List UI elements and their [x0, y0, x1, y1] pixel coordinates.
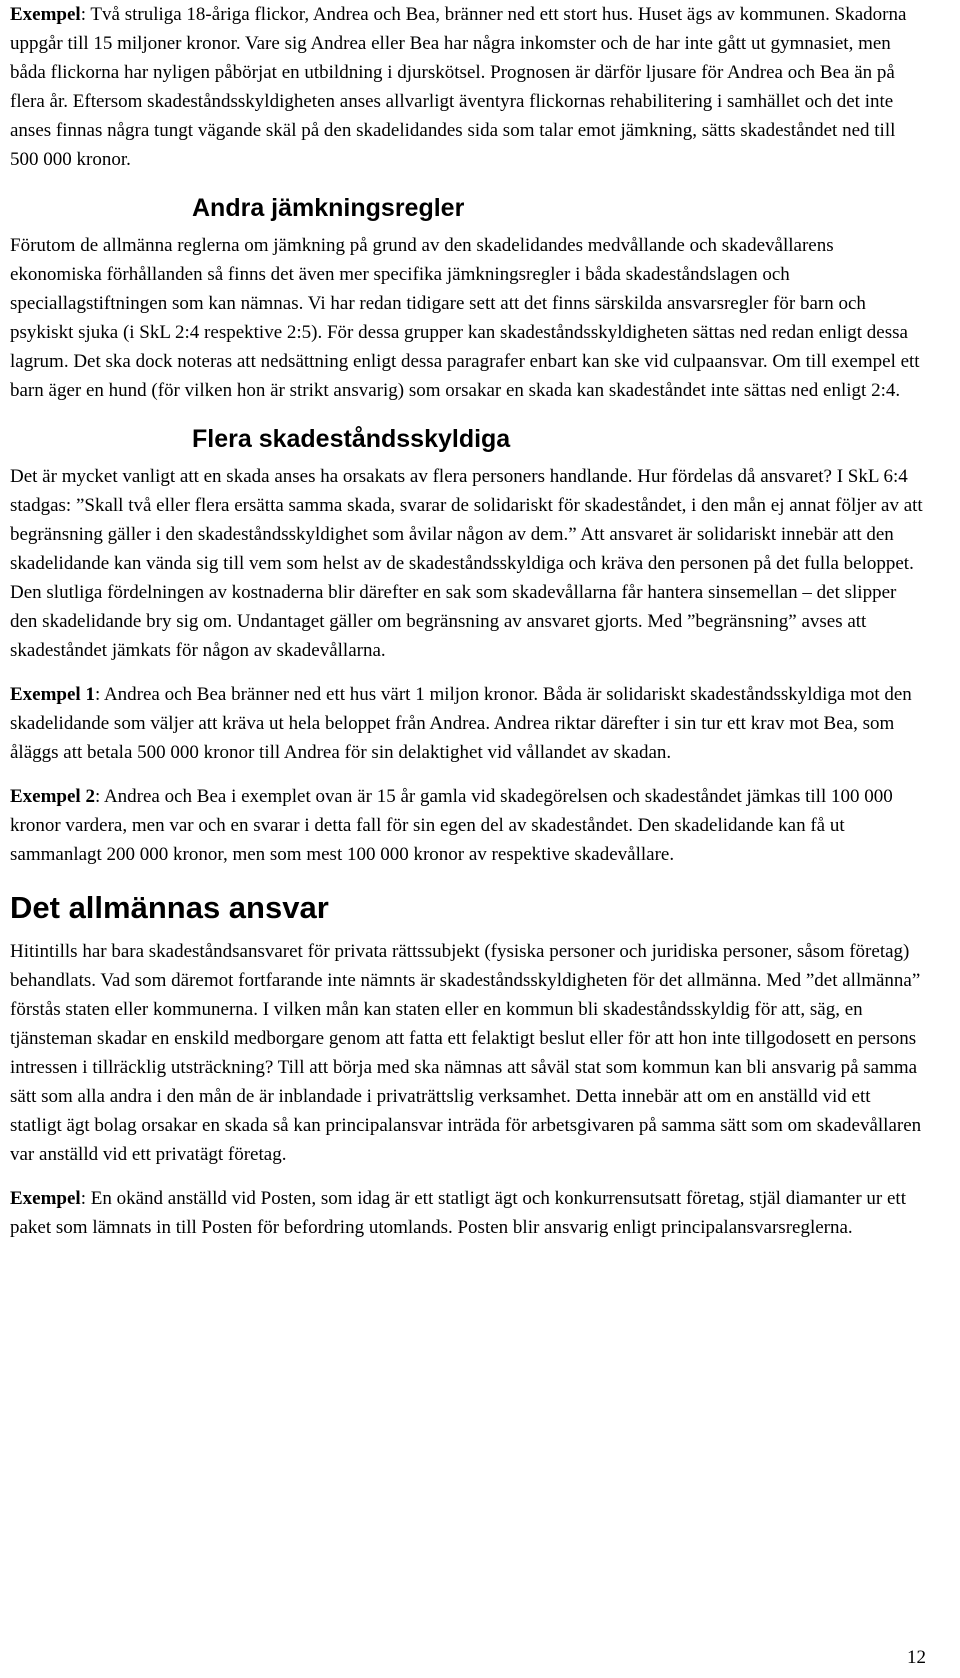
- section-heading-andra-jamkningsregler: Andra jämkningsregler: [192, 194, 465, 222]
- example-1-paragraph: [10, 680, 926, 767]
- posten-example-text: : En okänd anställd vid Posten, som idag är ett statligt ägt och konkurrensutsatt företag, stjäl diamanter ur ett paket som lämnats in till Posten för befordring utomlands. Posten blir ansvarig enligt principalansvarsreglerna.: [10, 1188, 906, 1238]
- example-text: : Två struliga 18-åriga flickor, Andrea och Bea, bränner ned ett stort hus. Huset ägs av kommunen. Skadorna uppgår till 15 miljoner kronor. Vare sig Andrea eller Bea har några inkomster och de har inte gått ut gymnasiet, men båda flickorna har nyligen påbörjat en utbildning i djurskötsel. Prognosen är därför ljusare för Andrea och Bea än på flera år. Eftersom skadeståndsskyldigheten anses allvarligt äventyra flickornas rehabilitering i samhället och det inte anses finnas några tungt vägande skäl på den skadelidandes sida som talar emot jämkning, sätts skadeståndet ned till 500 000 kronor.: [10, 4, 907, 170]
- example-1-text: : Andrea och Bea bränner ned ett hus värt 1 miljon kronor. Båda är solidariskt skadeståndsskyldiga mot den skadelidande som väljer att kräva ut hela beloppet från Andrea. Andrea riktar därefter i sin tur ett krav mot Bea, som åläggs att betala 500 000 kronor till Andrea för sin delaktighet vid vållandet av skadan.: [10, 684, 912, 763]
- andra-jamkningsregler-paragraph: Förutom de allmänna reglerna om jämkning på grund av den skadelidandes medvållande och skadevållarens ekonomiska förhållanden så finns det även mer specifika jämkningsregler i båda skadeståndslagen och speciallagstiftningen som kan nämnas. Vi har redan tidigare sett att det finns särskilda ansvarsregler för barn och psykiskt sjuka (i SkL 2:4 respektive 2:5). För dessa grupper kan skadeståndsskyldigheten sättas ned redan enligt dessa lagrum. Det ska dock noteras att nedsättning enligt dessa paragrafer enbart kan ske vid culpaansvar. Om till exempel ett barn äger en hund (för vilken hon är strikt ansvarig) som orsakar en skada kan skadeståndet inte sättas ned enligt 2:4.: [10, 235, 920, 401]
- det-allmannas-ansvar-paragraph: Hitintills har bara skadeståndsansvaret för privata rättssubjekt (fysiska personer och juridiska personer, såsom företag) behandlats. Vad som däremot fortfarande inte nämnts är skadeståndsskyldigheten för det allmänna. Med ”det allmänna” förstås staten eller kommunerna. I vilken mån kan staten eller en kommun bli skadeståndsskyldig för att, säg, en tjänsteman skadar en enskild medborgare genom att fatta ett felaktigt beslut eller för att hon inte tillgodosett en persons intressen i tillräcklig utsträckning? Till att börja med ska nämnas att såväl stat som kommun kan bli ansvarig på samma sätt som alla andra i den mån de är inblandade i privaträttslig verksamhet. Detta innebär att om en anställd vid ett statligt ägt bolag orsakar en skada så kan principalansvar inträda för arbetsgivaren på samma sätt som om skadevållaren var anställd vid ett privatägt företag.: [10, 941, 922, 1165]
- top-example-paragraph: [10, 0, 926, 174]
- example-2-paragraph: [10, 782, 926, 869]
- section-heading-det-allmannas-ansvar: Det allmännas ansvar: [10, 890, 329, 925]
- flera-skadestandsskyldiga-paragraph: Det är mycket vanligt att en skada anses ha orsakats av flera personers handlande. Hur fördelas då ansvaret? I SkL 6:4 stadgas: ”Skall två eller flera ersätta samma skada, svarar de solidariskt för skadeståndet, i den mån ej annat följer av att begränsning gäller i den skadeståndsskyldighet som åvilar någon av dem.” Att ansvaret är solidariskt innebär att den skadelidande kan vända sig till vem som helst av de skadeståndsskyldiga och kräva den personen på det fulla beloppet. Den slutliga fördelningen av kostnaderna blir därefter en sak som skadevållarna får hantera sinsemellan – det slipper den skadelidande bry sig om. Undantaget gäller om begränsning av ansvaret gjorts. Med ”begränsning” avses att skadeståndet jämkats för någon av skadevållarna.: [10, 466, 923, 661]
- example-1-label: Exempel 1: [10, 684, 95, 705]
- example-2-label: Exempel 2: [10, 786, 95, 807]
- posten-example-paragraph: [10, 1184, 926, 1242]
- example-label: Exempel: [10, 4, 81, 25]
- page-number: 12: [907, 1647, 926, 1668]
- example-2-text: : Andrea och Bea i exemplet ovan är 15 år gamla vid skadegörelsen och skadeståndet jämkas till 100 000 kronor vardera, men var och en svarar i detta fall för sin egen del av skadeståndet. Den skadelidande kan få ut sammanlagt 200 000 kronor, men som mest 100 000 kronor av respektive skadevållare.: [10, 786, 893, 865]
- section-heading-flera-skadestandsskyldiga: Flera skadeståndsskyldiga: [192, 425, 511, 453]
- posten-example-label: Exempel: [10, 1188, 81, 1209]
